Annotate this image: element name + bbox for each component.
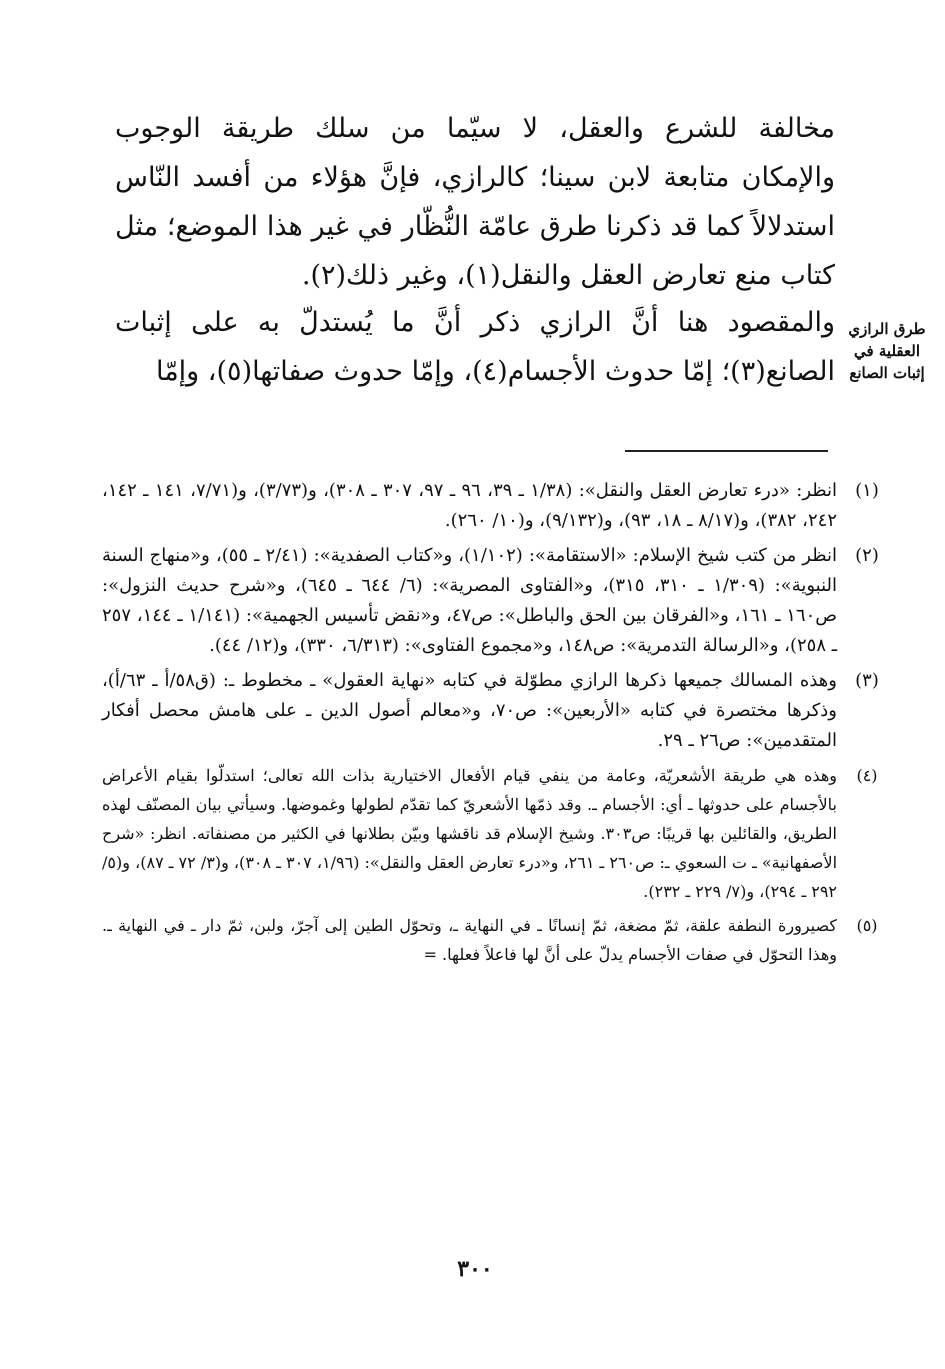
footnote-separator (625, 450, 828, 452)
body-paragraph-1: مخالفة للشرع والعقل، لا سيّما من سلك طريقة الوجوب والإمكان متابعة لابن سينا؛ كالرازي، فإنَّ هؤلاء من أفسد النّاس استدلالاً كما قد ذكرنا طرق عامّة النُّظّار في غير هذا الموضع؛ مثل كتاب منع تعارض العقل والنقل(١)، وغير ذلك(٢). (115, 113, 835, 291)
footnote-3 (102, 666, 879, 756)
footnote-number: (١) (855, 480, 879, 501)
footnote-number: (٣) (855, 670, 879, 691)
footnote-number: (٢) (855, 545, 879, 566)
margin-heading: طرق الرازي العقلية في إثبات الصانع (848, 320, 926, 382)
page-number: ٣٠٠ (457, 1256, 493, 1282)
footnote-text: انظر: «درء تعارض العقل والنقل»: (١/٣٨ ـ ٣٩، ٩٦ ـ ٩٧، ٣٠٧ ـ ٣٠٨)، و(٣/٧٣)، و(٧/٧١، ١٤١ ـ ١٤٢، ٢٤٢، ٣٨٢)، و(٨/١٧ ـ ١٨، ٩٣)، و(٩/١٣٢)، و(١٠/ ٢٦٠). (102, 480, 838, 531)
footnote-1 (102, 476, 879, 536)
footnote-text: انظر من كتب شيخ الإسلام: «الاستقامة»: (١/١٠٢)، و«كتاب الصفدية»: (٢/٤١ ـ ٥٥)، و«منهاج السنة النبوية»: (١/٣٠٩ ـ ٣١٠، ٣١٥)، و«الفتاوى المصرية»: (٦/ ٦٤٤ ـ ٦٤٥)، و«شرح حديث النزول»: ص١٦٠ ـ ١٦١، و«الفرقان بين الحق والباطل»: ص٤٧، و«نقض تأسيس الجهمية»: (١/١٤١ ـ ١٤٤، ٢٥٧ ـ ٢٥٨)، و«الرسالة التدمرية»: ص١٤٨، و«مجموع الفتاوى»: (٦/٣١٣، ٣٣٠)، و(١٢/ ٤٤). (102, 545, 838, 656)
footnote-text: وهذه هي طريقة الأشعريّة، وعامة من ينفي قيام الأفعال الاختيارية بذات الله تعالى؛ استدلّوا بقيام الأعراض بالأجسام على حدوثها ـ أي: الأجسام ـ. وقد ذمّها الأشعريّ كما تقدّم لطولها وغموضها. وسيأتي بيان المصنّف لهذه الطريق، والقائلين بها قريبًا: ص٣٠٣. وشيخ الإسلام قد ناقشها وبيّن بطلانها في الكثير من مصنفاته. انظر: «شرح الأصفهانية» ـ ت السعوي ـ: ص٢٦٠ ـ ٢٦١، و«درء تعارض العقل والنقل»: (١/٩٦، ٣٠٧ ـ ٣٠٨)، و(٣/ ٧٢ ـ ٨٧)، و(٥/ ٢٩٢ ـ ٢٩٤)، و(٧/ ٢٢٩ ـ ٢٣٢). (102, 766, 838, 901)
footnote-2 (102, 541, 879, 661)
footnote-4 (102, 761, 878, 906)
footnote-5 (102, 911, 878, 969)
footnote-text: وهذه المسالك جميعها ذكرها الرازي مطوّلة في كتابه «نهاية العقول» ـ مخطوط ـ: (ق٥٨/أ ـ ٦٣/أ)، وذكرها مختصرة في كتابه «الأربعين»: ص٧٠، و«معالم أصول الدين ـ على هامش محصل أفكار المتقدمين»: ص٢٦ ـ ٢٩. (102, 670, 837, 751)
footnote-text: كصيرورة النطفة علقة، ثمّ مضغة، ثمّ إنسانًا ـ في النهاية ـ، وتحوّل الطين إلى آجرّ، ولبن، ثمّ دار ـ في النهاية ـ. وهذا التحوّل في صفات الأجسام يدلّ على أنَّ لها فاعلاً فعلها. = (102, 916, 837, 964)
body-paragraph-2: والمقصود هنا أنَّ الرازي ذكر أنَّ ما يُستدلّ به على إثبات الصانع(٣)؛ إمّا حدوث الأجسام(٤)، وإمّا حدوث صفاتها(٥)، وإمّا (115, 307, 835, 387)
footnotes-section (102, 476, 879, 974)
footnote-number: (٥) (856, 916, 878, 935)
footnote-number: (٤) (856, 766, 878, 785)
